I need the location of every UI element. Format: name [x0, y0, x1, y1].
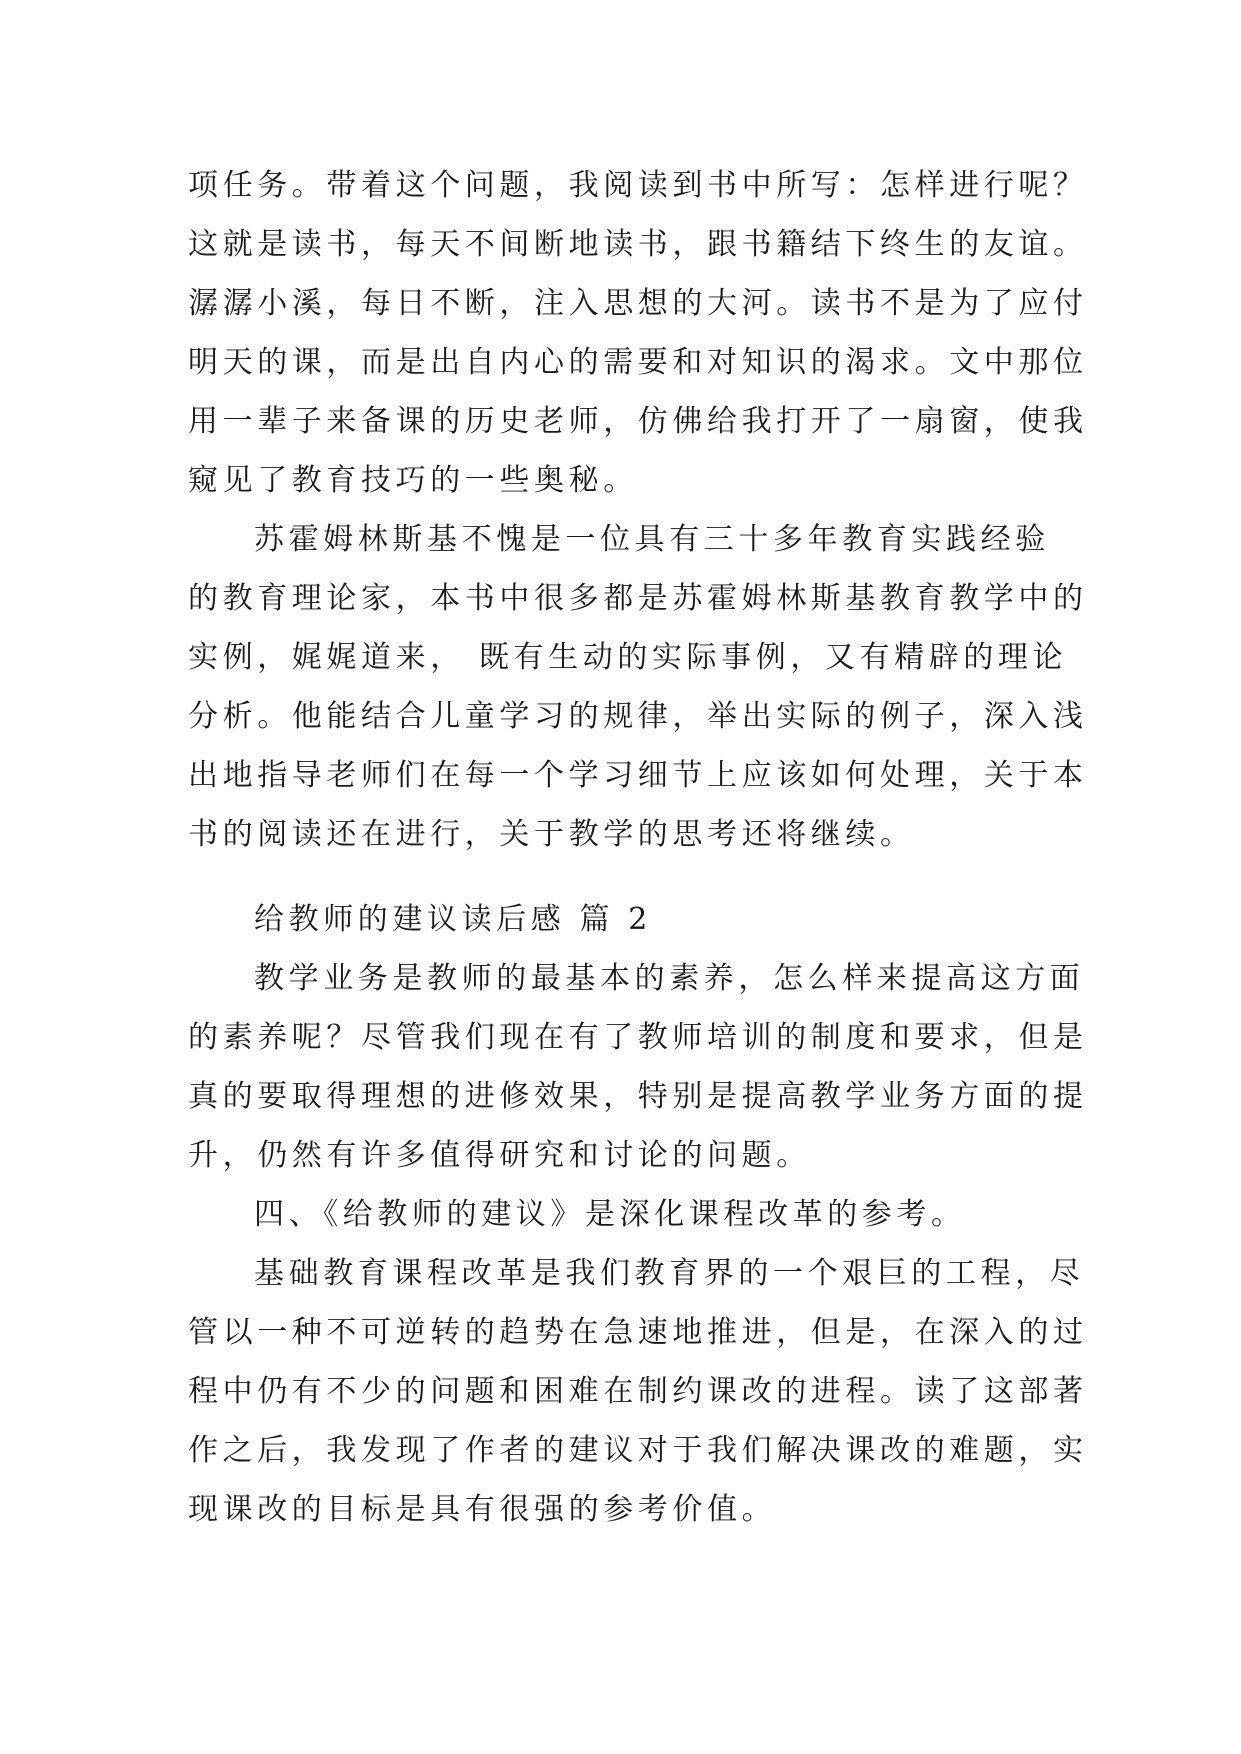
text-line: 作之后，我发现了作者的建议对于我们解决课改的难题，实 — [188, 1433, 1088, 1468]
text-line: 项任务。带着这个问题，我阅读到书中所写：怎样进行呢？ — [188, 168, 1088, 203]
text-block-lower — [188, 890, 1088, 1539]
paragraph — [188, 510, 1088, 864]
text-line: 出地指导老师们在每一个学习细节上应该如何处理，关于本 — [188, 758, 1088, 793]
text-line: 潺潺小溪，每日不断，注入思想的大河。读书不是为了应付 — [188, 286, 1088, 321]
text-line: 窥见了教育技巧的一些奥秘。 — [188, 463, 638, 498]
text-line: 管以一种不可逆转的趋势在急速地推进，但是，在深入的过 — [188, 1315, 1088, 1350]
text-line: 明天的课，而是出自内心的需要和对知识的渴求。文中那位 — [188, 345, 1088, 380]
text-line: 苏霍姆林斯基不愧是一位具有三十多年教育实践经验 — [254, 522, 1050, 557]
text-line: 的教育理论家，本书中很多都是苏霍姆林斯基教育教学中的 — [188, 581, 1088, 616]
text-line: 程中仍有不少的问题和困难在制约课改的进程。读了这部著 — [188, 1374, 1088, 1409]
text-line: 书的阅读还在进行，关于教学的思考还将继续。 — [188, 817, 915, 852]
section-heading — [188, 890, 1068, 949]
text-line: 的素养呢？尽管我们现在有了教师培训的制度和要求，但是 — [188, 1020, 1088, 1055]
text-line: 现课改的目标是具有很强的参考价值。 — [188, 1492, 777, 1527]
text-line: 真的要取得理想的进修效果，特别是提高教学业务方面的提 — [188, 1079, 1088, 1114]
text-line: 这就是读书，每天不间断地读书，跟书籍结下终生的友谊。 — [188, 227, 1088, 262]
text-block-upper — [188, 156, 1088, 864]
text-line: 教学业务是教师的最基本的素养，怎么样来提高这方面 — [254, 961, 1085, 996]
paragraph — [188, 1244, 1088, 1539]
text-line: 升，仍然有许多值得研究和讨论的问题。 — [188, 1138, 811, 1173]
text-line: 实例，娓娓道来， 既有生动的实际事例，又有精辟的理论 — [188, 640, 1068, 675]
section-heading-text: 给教师的建议读后感 篇 2 — [254, 902, 652, 937]
paragraph — [188, 1185, 1068, 1244]
paragraph — [188, 949, 1088, 1185]
text-line: 四、《给教师的建议》是深化课程改革的参考。 — [254, 1197, 966, 1232]
paragraph — [188, 156, 1088, 510]
text-line: 用一辈子来备课的历史老师，仿佛给我打开了一扇窗，使我 — [188, 404, 1088, 439]
text-line: 基础教育课程改革是我们教育界的一个艰巨的工程，尽 — [254, 1256, 1085, 1291]
text-line: 分析。他能结合儿童学习的规律，举出实际的例子，深入浅 — [188, 699, 1088, 734]
